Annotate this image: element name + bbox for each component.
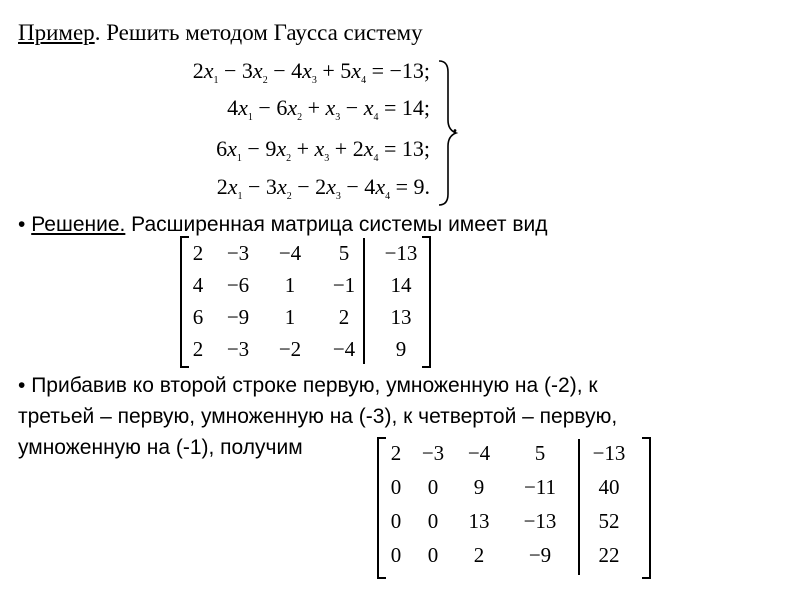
solution-label: Решение.	[31, 213, 126, 236]
equation-4: $2x_1 - 3x_2 - 2x_3 - 4x_4 = 9$.	[216, 174, 430, 202]
matrix-cell: −9	[226, 304, 250, 329]
matrix-cell: −3	[226, 240, 250, 265]
step-line-3: умноженную на (-1), получим	[18, 436, 303, 459]
matrix-cell: −9	[528, 542, 552, 567]
matrix-cell: 0	[390, 508, 402, 533]
matrix-row	[183, 301, 431, 333]
bullet: •	[18, 213, 26, 236]
matrix-cell: 1	[284, 304, 296, 329]
bullet: •	[18, 374, 26, 397]
matrix-right-bracket	[642, 437, 651, 579]
matrix-cell: 2	[338, 304, 350, 329]
matrix-cell: 9	[395, 336, 407, 361]
matrix-table	[183, 237, 431, 365]
step-line-2: третьей – первую, умноженную на (-3), к четвертой – первую,	[18, 405, 618, 428]
matrix-cell: 2	[192, 240, 204, 265]
matrix-cell: −2	[278, 336, 302, 361]
matrix-row	[183, 269, 431, 301]
matrix-cell: −4	[278, 240, 302, 265]
matrix-cell: 2	[390, 440, 402, 465]
matrix-row	[183, 237, 431, 269]
equation-3: $6x_1 - 9x_2 + x_3 + 2x_4 = 13$;	[216, 136, 430, 164]
solution-line	[18, 213, 548, 237]
matrix-cell: 0	[427, 474, 439, 499]
matrix-table	[379, 436, 643, 572]
right-brace-icon	[436, 58, 466, 208]
matrix-cell: 0	[390, 542, 402, 567]
matrix-cell: 2	[473, 542, 485, 567]
matrix-cell: −4	[467, 440, 491, 465]
matrix-row	[379, 436, 643, 470]
matrix-cell: −3	[226, 336, 250, 361]
matrix-cell: 4	[192, 272, 204, 297]
matrix-cell: 6	[192, 304, 204, 329]
solution-text: Расширенная матрица системы имеет вид	[125, 213, 548, 236]
example-text: . Решить методом Гаусса систему	[94, 20, 423, 45]
matrix-row	[379, 538, 643, 572]
matrix-cell: 9	[473, 474, 485, 499]
matrix-cell: 13	[390, 304, 412, 329]
matrix-cell: 0	[390, 474, 402, 499]
equation-2: $4x_1 - 6x_2 + x_3 - x_4 = 14$;	[227, 95, 430, 123]
example-heading	[18, 20, 423, 46]
matrix-cell: −4	[332, 336, 356, 361]
matrix-row	[379, 504, 643, 538]
matrix-cell: −6	[226, 272, 250, 297]
step-line-1: Прибавив ко второй строке первую, умноженную на (-2), к	[25, 374, 598, 397]
matrix-row	[183, 333, 431, 365]
matrix-cell: 0	[427, 508, 439, 533]
matrix-cell: 2	[192, 336, 204, 361]
matrix-cell: 0	[427, 542, 439, 567]
matrix-cell: 40	[598, 474, 620, 499]
matrix-cell: 1	[284, 272, 296, 297]
matrix-cell: 22	[598, 542, 620, 567]
matrix-cell: −3	[421, 440, 445, 465]
matrix-cell: 13	[468, 508, 490, 533]
matrix-cell: 5	[338, 240, 350, 265]
matrix-cell: 52	[598, 508, 620, 533]
matrix-cell: −1	[332, 272, 356, 297]
matrix-cell: −13	[523, 508, 557, 533]
system-period: .	[452, 112, 458, 138]
equation-1: $2x_1 - 3x_2 - 4x_3 + 5x_4 = -13$;	[192, 58, 430, 86]
matrix-cell: −11	[523, 474, 557, 499]
matrix-cell: −13	[384, 240, 418, 265]
matrix-cell: 5	[534, 440, 546, 465]
matrix-row	[379, 470, 643, 504]
matrix-cell: −13	[592, 440, 626, 465]
example-label: Пример	[18, 20, 95, 45]
matrix-cell: 14	[390, 272, 412, 297]
